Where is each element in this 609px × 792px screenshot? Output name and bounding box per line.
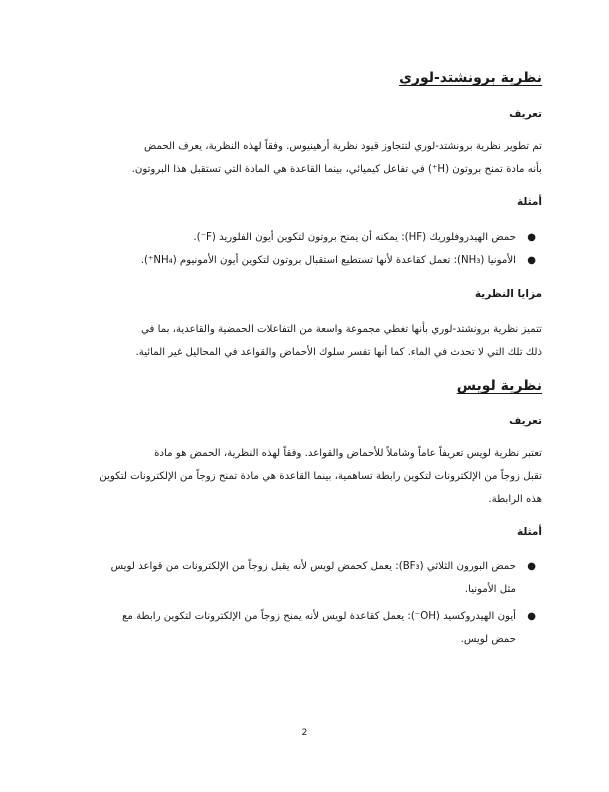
paragraph-line: هذه الرابطة. bbox=[488, 494, 542, 505]
list-item bbox=[67, 226, 542, 249]
definition-heading: تعريف bbox=[509, 415, 542, 427]
paragraph-line: تعتبر نظرية لويس تعريفاً عاماً وشاملاً للأحماض والقواعد. وفقاً لهذه النظرية، الحمض هو مادة bbox=[154, 448, 542, 459]
definition-paragraph bbox=[67, 442, 542, 511]
bullet-icon: ● bbox=[527, 561, 536, 572]
definition-paragraph bbox=[67, 135, 542, 181]
section-title-bronsted-lowry: نظرية برونشتد-لوري bbox=[399, 70, 542, 86]
bullet-icon: ● bbox=[527, 255, 536, 266]
bullet-icon: ● bbox=[527, 232, 536, 243]
list-item-text: حمض الهيدروفلوريك (HF): يمكنه أن يمنح بروتون لتكوين أيون الفلوريد (F⁻). bbox=[193, 232, 516, 243]
list-item-text: الأمونيا (NH₃): تعمل كقاعدة لأنها تستطيع استقبال بروتون لتكوين أيون الأمونيوم (NH₄⁺). bbox=[140, 255, 516, 266]
advantages-paragraph bbox=[67, 318, 542, 364]
paragraph-line: تقبل زوجاً من الإلكترونات لتكوين رابطة تساهمية، بينما القاعدة هي مادة تمنح زوجاً من الإلكترونات لتكوين bbox=[99, 471, 542, 482]
advantages-heading: مزايا النظرية bbox=[474, 288, 542, 300]
page-number: 2 bbox=[301, 728, 308, 738]
examples-list bbox=[67, 226, 542, 272]
list-item bbox=[67, 555, 542, 601]
examples-heading: أمثلة bbox=[516, 526, 542, 538]
examples-list bbox=[67, 555, 542, 651]
examples-heading: أمثلة bbox=[516, 196, 542, 208]
list-item-text: أيون الهيدروكسيد (OH⁻): يعمل كقاعدة لويس لأنه يمنح زوجاً من الإلكترونات لتكوين رابطة مع bbox=[121, 611, 516, 622]
list-item bbox=[67, 605, 542, 651]
paragraph-line: تم تطوير نظرية برونشتد-لوري لتتجاوز قيود نظرية أرهينيوس. وفقاً لهذه النظرية، يعرف الحمض bbox=[144, 141, 542, 152]
list-item-text: حمض لويس. bbox=[460, 634, 516, 645]
section-title-lewis: نظرية لويس bbox=[456, 378, 542, 394]
list-item bbox=[67, 249, 542, 272]
paragraph-line: بأنه مادة تمنح بروتون (H⁺) في تفاعل كيميائي، بينما القاعدة هي المادة التي تستقبل هذا البروتون. bbox=[131, 164, 542, 175]
definition-heading: تعريف bbox=[509, 108, 542, 120]
paragraph-line: ذلك تلك التي لا تحدث في الماء. كما أنها تفسر سلوك الأحماض والقواعد في المحاليل غير المائية. bbox=[135, 347, 542, 358]
list-item-text: حمض البورون الثلاثي (BF₃): يعمل كحمض لويس لأنه يقبل زوجاً من الإلكترونات من قواعد لويس bbox=[110, 561, 516, 572]
bullet-icon: ● bbox=[527, 611, 536, 622]
list-item-text: مثل الأمونيا. bbox=[464, 584, 516, 595]
paragraph-line: تتميز نظرية برونشتد-لوري بأنها تغطي مجموعة واسعة من التفاعلات الحمضية والقاعدية، بما في bbox=[141, 324, 542, 335]
